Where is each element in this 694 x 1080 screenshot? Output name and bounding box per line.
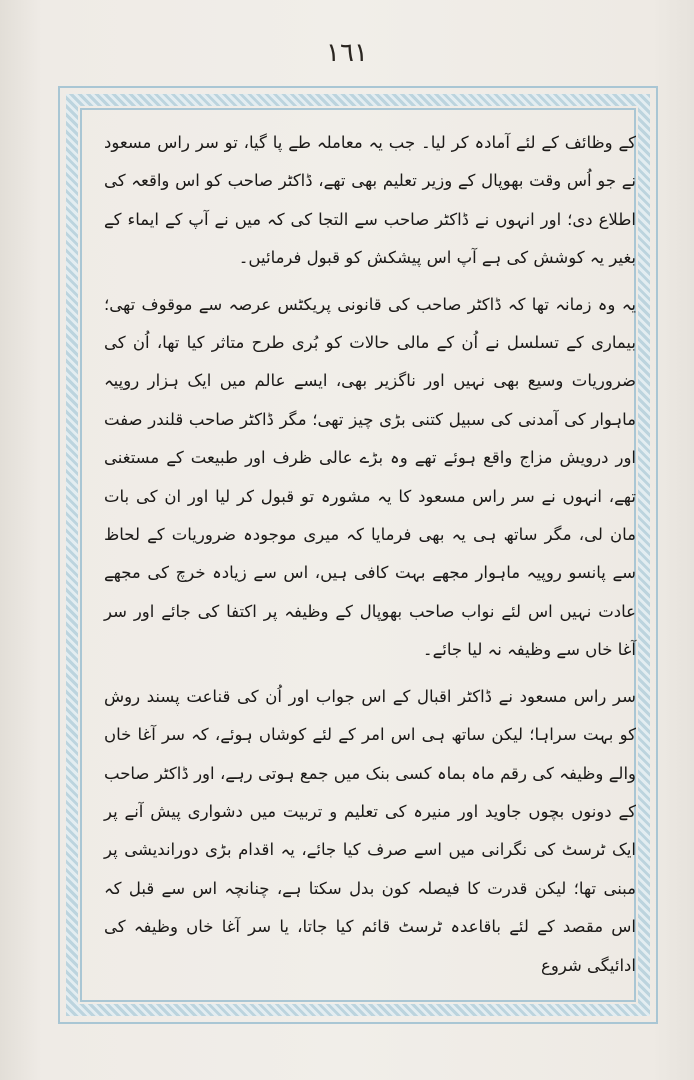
- paragraph-3: سر راس مسعود نے ڈاکٹر اقبال کے اس جواب اور اُن کی قناعت پسند روش کو بہت سراہا؛ لیکن ساتھ ہی اس امر کے لئے کوشاں ہوئے، کہ سر آغا خاں والے وظیفہ کی رقم ماہ بماہ کسی بنک میں جمع ہوتی رہے، اور ڈاکٹر صاحب کے دونوں بچوں جاوید اور منیرہ کی تعلیم و تربیت میں دشواری پیش آنے پر ایک ٹرسٹ کی نگرانی میں اسے صرف کیا جائے، یہ اقدام بڑی دوراندیشی پر مبنی تھا؛ لیکن قدرت کا فیصلہ کون بدل سکتا ہے، چنانچہ اس سے قبل کہ اس مقصد کے لئے باقاعدہ ٹرسٹ قائم کیا جاتا، یا سر آغا خاں وظیفہ کی ادائیگی شروع: [104, 686, 636, 975]
- page-number: ١٦١: [326, 38, 368, 68]
- paragraph-1: کے وظائف کے لئے آمادہ کر لیا۔ جب یہ معاملہ طے پا گیا، تو سر راس مسعود نے جو اُس وقت بھوپال کے وزیر تعلیم بھی تھے، ڈاکٹر صاحب کو اس واقعہ کی اطلاع دی؛ اور انہوں نے ڈاکٹر صاحب سے التجا کی کہ میں نے آپ کے ایماء کے بغیر یہ کوشش کی ہے آپ اس پیشکش کو قبول فرمائیں۔: [104, 133, 636, 268]
- paragraph-2: یہ وہ زمانہ تھا کہ ڈاکٹر صاحب کی قانونی پریکٹس عرصہ سے موقوف تھی؛ بیماری کے تسلسل نے اُن کے مالی حالات کو بُری طرح متاثر کیا تھا، اُن کی ضروریات وسیع بھی نہیں اور ناگزیر بھی، ایسے عالم میں ایک ہزار روپیہ ماہوار کی آمدنی کی سبیل کتنی بڑی چیز تھی؛ مگر ڈاکٹر صاحب قلندر صفت اور درویش مزاج واقع ہوئے تھے وہ بڑے عالی ظرف اور طبیعت کے مستغنی تھے، انہوں نے سر راس مسعود کا یہ مشورہ تو قبول کر لیا اور ان کی بات مان لی، مگر ساتھ ہی یہ بھی فرمایا کہ میری موجودہ ضروریات کے لحاظ سے پانسو روپیہ ماہوار مجھے بہت کافی ہیں، اس سے زیادہ خرچ کی مجھے عادت نہیں اس لئے نواب صاحب بھوپال کے وظیفہ پر اکتفا کی جائے اور سر آغا خاں سے وظیفہ نہ لیا جائے۔: [104, 294, 636, 660]
- urdu-text-block: [104, 124, 636, 985]
